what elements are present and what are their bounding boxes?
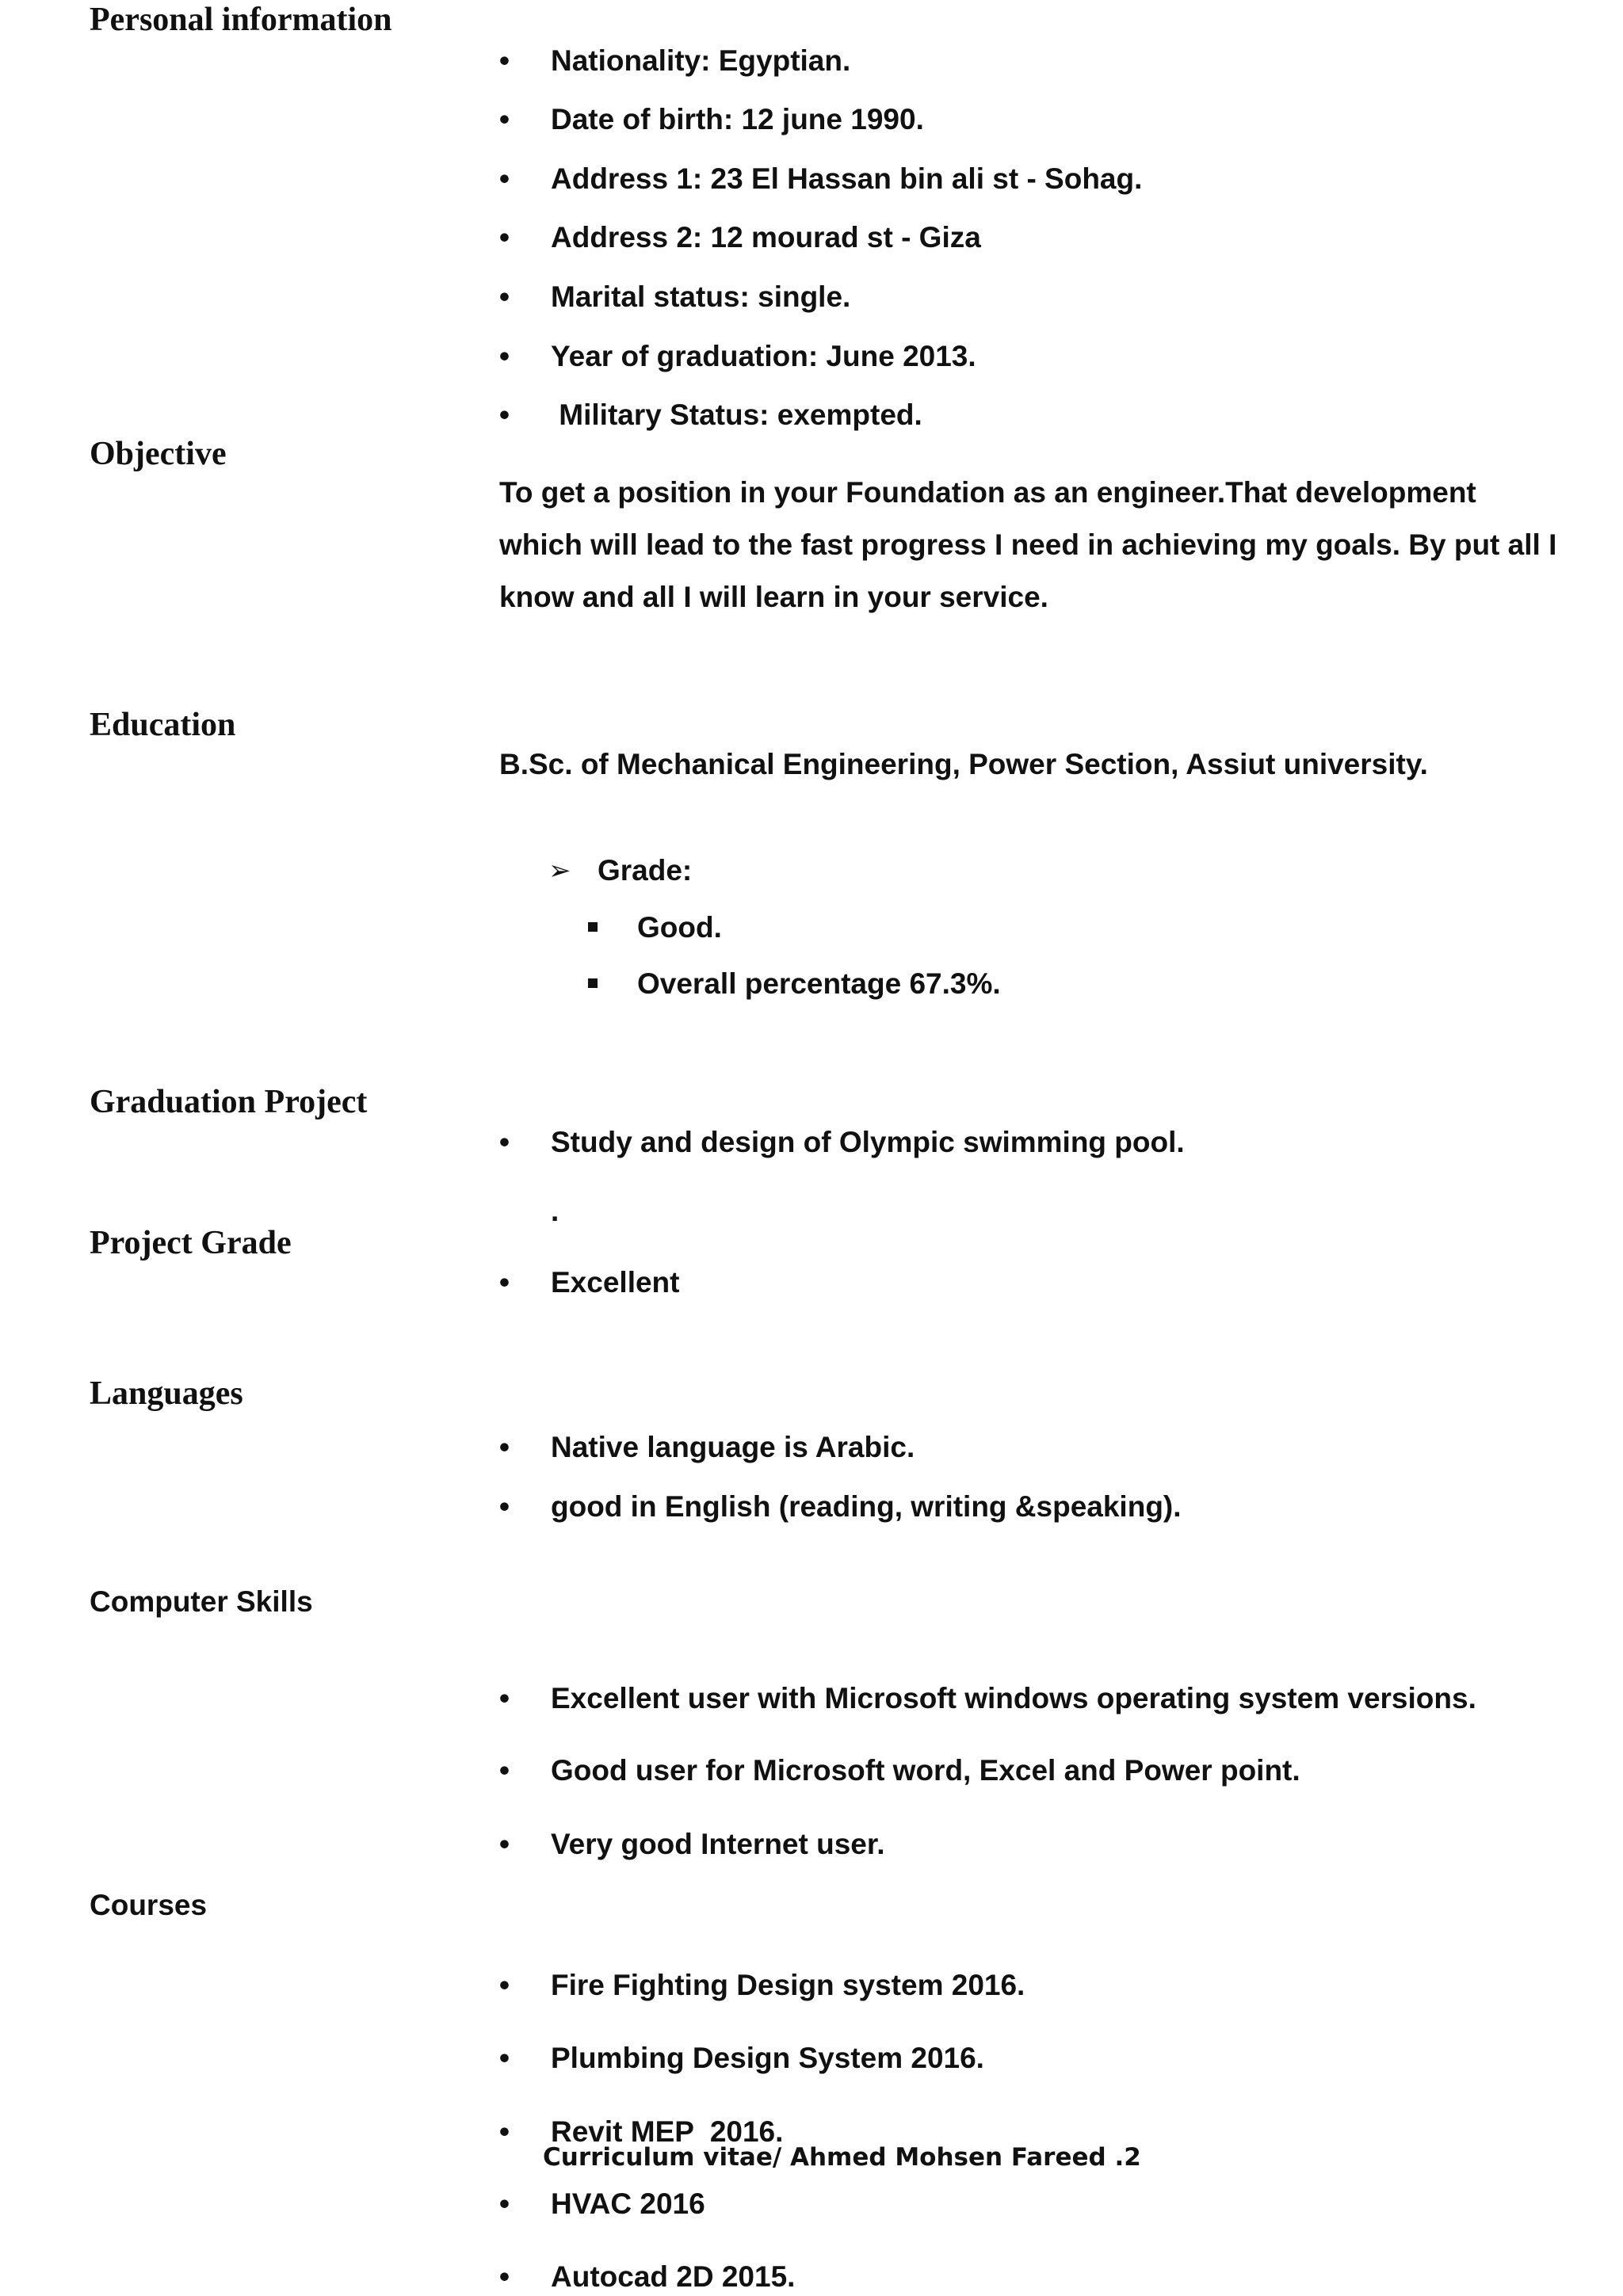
page-footer: Curriculum vitae/ Ahmed Mohsen Fareed .2 xyxy=(543,2143,1141,2172)
bullet-icon: • xyxy=(499,1969,510,2001)
bullet-icon: • xyxy=(499,44,510,77)
project-grade-item: Excellent xyxy=(551,1266,680,1299)
computer-skill-item: Good user for Microsoft word, Excel and Power point. xyxy=(551,1754,1300,1787)
course-item: HVAC 2016 xyxy=(551,2187,705,2220)
personal-item-address2: Address 2: 12 mourad st - Giza xyxy=(551,221,981,254)
course-item: Plumbing Design System 2016. xyxy=(551,2042,984,2074)
stray-dot: . xyxy=(551,1195,559,1227)
course-item: Autocad 2D 2015. xyxy=(551,2260,796,2293)
objective-line: know and all I will learn in your service. xyxy=(499,581,1048,613)
bullet-icon: • xyxy=(499,2042,510,2074)
bullet-icon: • xyxy=(499,1828,510,1860)
education-heading: Education xyxy=(90,707,236,743)
course-item: Fire Fighting Design system 2016. xyxy=(551,1969,1025,2001)
bullet-icon: • xyxy=(499,2260,510,2293)
course-item: Revit MEP 2016. xyxy=(551,2115,784,2148)
personal-item-graduation-year: Year of graduation: June 2013. xyxy=(551,340,976,372)
bullet-icon: • xyxy=(499,162,510,195)
personal-item-military: Military Status: exempted. xyxy=(551,399,922,431)
objective-line: To get a position in your Foundation as an engineer.That development xyxy=(499,476,1476,509)
bullet-icon: • xyxy=(499,103,510,135)
bullet-icon: • xyxy=(499,1126,510,1158)
personal-item-address1: Address 1: 23 El Hassan bin ali st - Sohag. xyxy=(551,162,1143,195)
language-item-arabic: Native language is Arabic. xyxy=(551,1431,915,1463)
computer-skill-item: Excellent user with Microsoft windows operating system versions. xyxy=(551,1682,1476,1714)
grade-label: Grade: xyxy=(598,854,693,887)
bullet-icon: • xyxy=(499,2187,510,2220)
bullet-icon: • xyxy=(499,399,510,431)
bullet-icon: • xyxy=(499,340,510,372)
bullet-icon: • xyxy=(499,1431,510,1463)
project-grade-heading: Project Grade xyxy=(90,1225,292,1261)
bullet-icon: • xyxy=(499,2115,510,2148)
bullet-icon: • xyxy=(499,221,510,254)
languages-heading: Languages xyxy=(90,1375,243,1412)
objective-heading: Objective xyxy=(90,436,227,472)
personal-item-nationality: Nationality: Egyptian. xyxy=(551,44,851,77)
language-item-english: good in English (reading, writing &speaking). xyxy=(551,1490,1182,1523)
bullet-icon: • xyxy=(499,1682,510,1714)
bullet-icon: • xyxy=(499,1490,510,1523)
computer-skill-item: Very good Internet user. xyxy=(551,1828,885,1860)
grade-value: Good. xyxy=(637,911,722,944)
computer-skills-heading: Computer Skills xyxy=(90,1585,313,1618)
bullet-icon: • xyxy=(499,1754,510,1787)
courses-heading: Courses xyxy=(90,1889,208,1921)
personal-item-marital: Marital status: single. xyxy=(551,280,851,313)
bullet-icon: • xyxy=(499,1266,510,1299)
graduation-project-item: Study and design of Olympic swimming pool. xyxy=(551,1126,1185,1158)
graduation-project-heading: Graduation Project xyxy=(90,1084,368,1120)
square-bullet-icon xyxy=(588,978,598,988)
personal-item-dob: Date of birth: 12 june 1990. xyxy=(551,103,924,135)
objective-line: which will lead to the fast progress I need in achieving my goals. By put all I xyxy=(499,528,1557,561)
square-bullet-icon xyxy=(588,922,598,932)
personal-info-heading: Personal information xyxy=(90,2,392,38)
arrow-bullet-icon: ➢ xyxy=(548,856,571,886)
bullet-icon: • xyxy=(499,280,510,313)
education-degree: B.Sc. of Mechanical Engineering, Power Section, Assiut university. xyxy=(499,748,1428,780)
grade-percentage: Overall percentage 67.3%. xyxy=(637,967,1001,1000)
